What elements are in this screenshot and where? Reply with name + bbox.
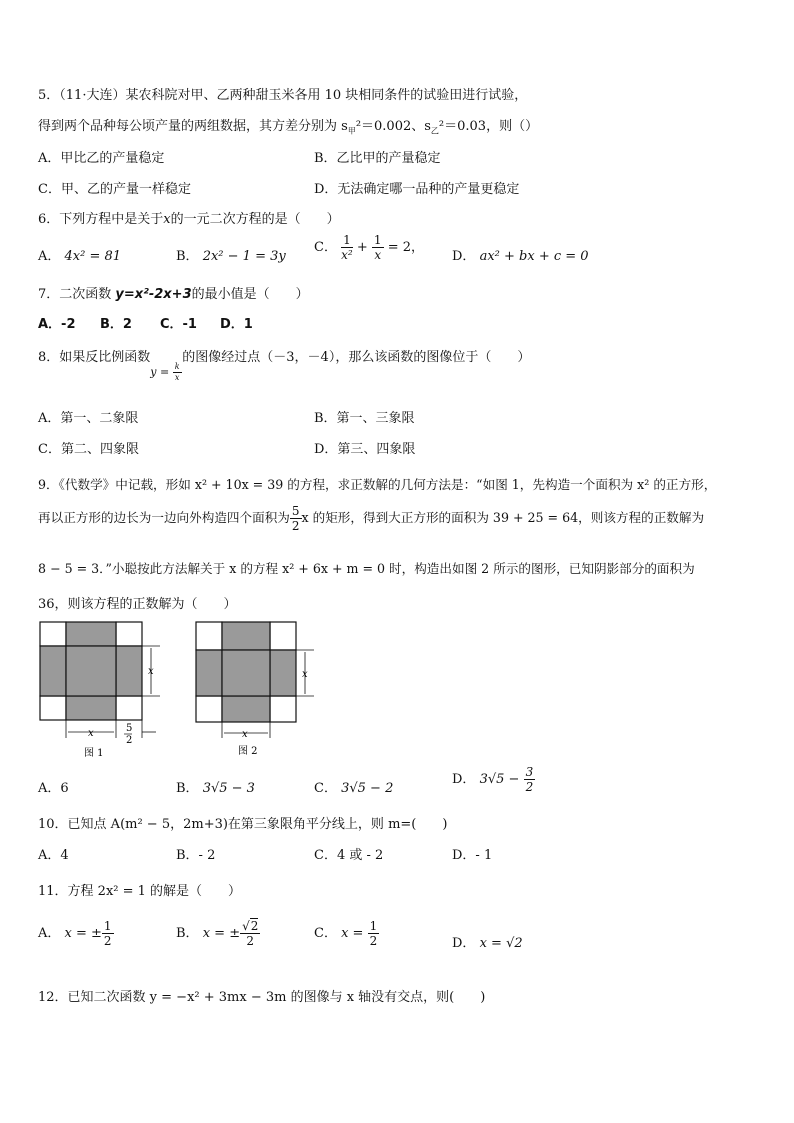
q9-figure-2	[194, 620, 326, 764]
q10-stem: 10．已知点 A(m² − 5，2m+3)在第三象限角平分线上，则 m=( )	[38, 817, 448, 832]
q9-line1: 9．《代数学》中记载，形如 x² + 10x = 39 的方程，求正数解的几何方法是：“如图 1，先构造一个面积为 x² 的正方形，	[38, 477, 717, 492]
q8-option-d[interactable]: D．第三、四象限	[314, 442, 416, 457]
q9-option-c[interactable]	[314, 777, 393, 796]
q9-line2a: 再以正方形的边长为一边向外构造四个面积为	[38, 510, 290, 525]
q6-stem-b: 的一元二次方程的是（ ）	[170, 212, 340, 227]
q7-stem	[38, 283, 309, 302]
q6-option-b[interactable]	[176, 245, 286, 264]
q8-option-c[interactable]: C．第二、四象限	[38, 442, 139, 457]
q6-opt-c-label: C．	[314, 240, 337, 255]
q5-line2	[38, 115, 538, 137]
q11-opt-a-label: A．	[38, 926, 61, 941]
q5-option-b[interactable]: B．乙比甲的产量稳定	[314, 151, 441, 166]
q9-option-b[interactable]	[176, 777, 255, 796]
q7-option-c[interactable]: C．-1	[160, 317, 197, 332]
q6-opt-a-label: A．	[38, 249, 61, 264]
q8-stem	[38, 346, 531, 382]
q5-option-d[interactable]: D．无法确定哪一品种的产量更稳定	[314, 182, 520, 197]
q6-option-d[interactable]	[452, 245, 589, 264]
q6-opt-a-expr: 4x² = 81	[64, 249, 122, 264]
q9-line2	[38, 505, 704, 532]
q6-opt-d-label: D．	[452, 249, 476, 264]
q7-option-d[interactable]: D．1	[220, 317, 253, 332]
q8-stem-b: 的图像经过点（－3，－4），那么该函数的图像位于（ ）	[182, 350, 531, 365]
q7-stem-b: 的最小值是（ ）	[191, 287, 309, 302]
q6-option-c[interactable]: C． $\frac{1}{\text{x²}}$ + $\frac{1}{x}$ = 2，	[314, 233, 424, 262]
q10-option-c[interactable]: C．4 或 - 2	[314, 848, 384, 863]
q9-option-a[interactable]: A．6	[38, 781, 69, 796]
svg-text:2: 2	[126, 735, 133, 746]
q9-opt-b-label: B．	[176, 781, 199, 796]
q10-option-d[interactable]: D．- 1	[452, 848, 493, 863]
q9-figure-1	[38, 620, 170, 764]
q6-opt-b-expr: 2x² − 1 = 3y	[202, 249, 286, 264]
q7-option-a[interactable]: A．-2	[38, 317, 76, 332]
q10-option-b[interactable]: B．- 2	[176, 848, 216, 863]
q8-option-a[interactable]: A．第一、二象限	[38, 411, 139, 426]
q5-option-a[interactable]: A．甲比乙的产量稳定	[38, 151, 165, 166]
q9-opt-c-label: C．	[314, 781, 337, 796]
q6-stem-a: 6．下列方程中是关于	[38, 212, 164, 227]
fig1-caption: 图 1	[84, 748, 104, 759]
q6-opt-d-expr: ax² + bx + c = 0	[479, 249, 589, 264]
q9-frac-5-2: $\frac{5}{2}$	[291, 504, 300, 533]
q5-line2-text: 得到两个品种每公顷产量的两组数据，其方差分别为 s	[38, 119, 348, 134]
svg-text:x: x	[88, 728, 94, 739]
q6-frac-1: $\frac{1}{\text{x²}}$	[341, 233, 353, 262]
q9-line3: 8 − 5 = 3．”小聪按此方法解关于 x 的方程 x² + 6x + m = 0 时，构造出如图 2 所示的图形，已知阴影部分的面积为	[38, 561, 695, 576]
q8-function: y = $\frac{k}{x}$	[150, 361, 180, 382]
q11-opt-b-label: B．	[176, 926, 199, 941]
q11-opt-d-label: D．	[452, 936, 476, 951]
q5-sub-b: 乙	[430, 126, 439, 136]
svg-text:x: x	[302, 669, 308, 680]
q9-option-d[interactable]	[452, 766, 535, 793]
q7-stem-a: 7．二次函数	[38, 287, 116, 302]
q7-stem-expr: y=x²-2x+3	[115, 287, 192, 302]
q11-option-c[interactable]: C． x = $\frac{1}{2}$	[314, 919, 378, 948]
q5-tail: ²＝0.03，则（）	[438, 119, 539, 134]
q9-opt-b-expr: 3√5 − 3	[202, 781, 255, 796]
q6-var: x	[163, 212, 171, 227]
q9-line4: 36，则该方程的正数解为（ ）	[38, 597, 237, 612]
q7-option-b[interactable]: B．2	[100, 317, 132, 332]
q11-stem: 11．方程 2x² = 1 的解是（ ）	[38, 884, 242, 899]
q9-opt-d-expr: 3√5 − $\frac{3}{2}$	[479, 765, 534, 794]
q6-opt-c-tail: = 2，	[387, 240, 424, 255]
q10-option-a[interactable]: A．4	[38, 848, 69, 863]
svg-text:x: x	[242, 729, 248, 740]
q6-opt-b-label: B．	[176, 249, 199, 264]
q6-option-a[interactable]	[38, 245, 121, 264]
q11-opt-d-expr: x = √2	[479, 936, 523, 951]
q6-stem	[38, 208, 340, 227]
q11-option-b[interactable]: B． x = ± $\frac{√2}{2}$	[176, 919, 259, 948]
q6-frac-2: $\frac{1}{x}$	[373, 233, 382, 262]
q11-option-d[interactable]	[452, 932, 523, 951]
q9-line2b: x 的矩形，得到大正方形的面积为 39 + 25 = 64，则该方程的正数解为	[301, 510, 705, 525]
svg-text:5: 5	[126, 723, 133, 734]
q12-stem: 12．已知二次函数 y = −x² + 3mx − 3m 的图像与 x 轴没有交点，则( )	[38, 990, 486, 1005]
q5-option-c[interactable]: C．甲、乙的产量一样稳定	[38, 182, 191, 197]
svg-text:x: x	[148, 666, 154, 677]
q9-opt-d-label: D．	[452, 772, 476, 787]
fig2-caption: 图 2	[238, 746, 258, 757]
q8-option-b[interactable]: B．第一、三象限	[314, 411, 415, 426]
q5-line1: 5．（11·大连）某农科院对甲、乙两种甜玉米各用 10 块相同条件的试验田进行试验，	[38, 88, 528, 103]
q9-opt-c-expr: 3√5 − 2	[341, 781, 394, 796]
q5-sub-a: 甲	[347, 126, 356, 136]
q11-option-a[interactable]: A． x = ± $\frac{1}{2}$	[38, 919, 112, 948]
q5-mid: ²＝0.002、s	[355, 119, 431, 134]
q11-opt-c-label: C．	[314, 926, 337, 941]
q8-stem-a: 8．如果反比例函数	[38, 350, 151, 365]
